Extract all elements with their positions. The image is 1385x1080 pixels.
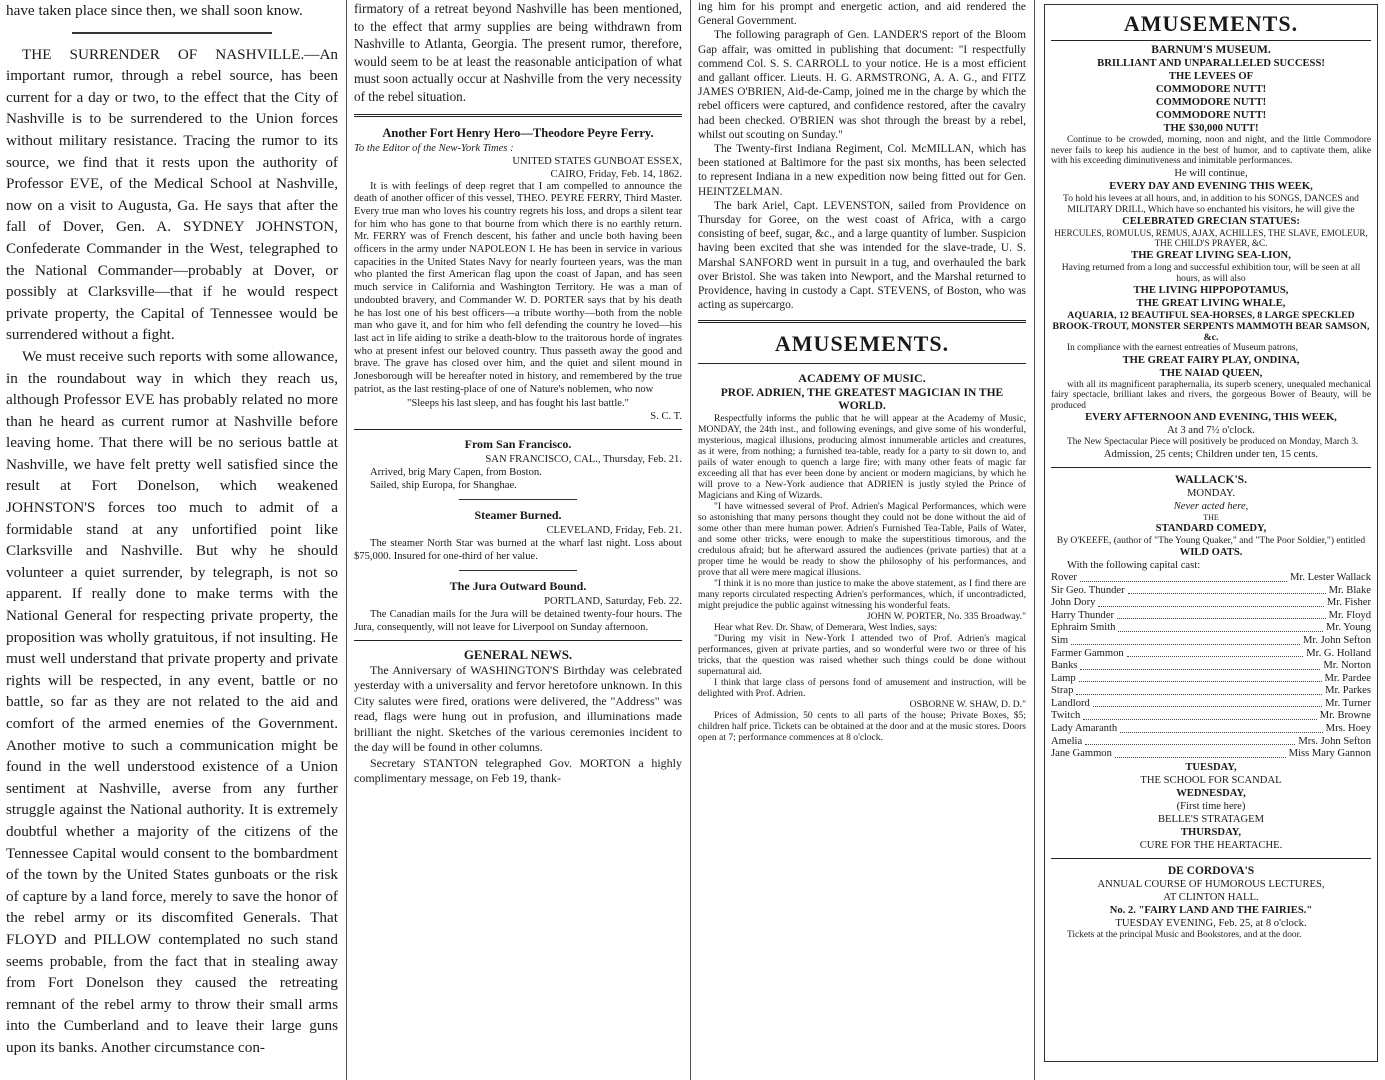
cordova-tickets: Tickets at the principal Music and Bookstores, and at the door.	[1067, 929, 1302, 940]
cast-role: Sir Geo. Thunder	[1051, 584, 1125, 596]
sf-headline: From San Francisco.	[464, 436, 572, 451]
cast-row	[1051, 748, 1371, 761]
barnum-para-5: with all its magnificent paraphernalia, its superb scenery, unequaled mechanical fairy spectacle, brilliant lakes and rivers, the gorgeous Bower of Beauty, will be produced	[1051, 379, 1371, 411]
column-4	[1040, 0, 1382, 1080]
cast-actor: Mr. G. Holland	[1306, 647, 1371, 659]
hero-quote: "Sleeps his last sleep, and has fought his last battle."	[407, 397, 629, 409]
hero-body: It is with feelings of deep regret that I am compelled to announce the death of another officer of this vessel, THEO. PEYRE FERRY, Third Master. Every true man who loves his country regrets his loss, and drops a silent tear for him who has gone to that bourne from which there is no earthly return. Mr. FERRY was of French descent, his father and uncle both having been officers in the army under NAPOLEON I. He has been in service in various capacities in the United States Navy for nearly fourteen years, was the man who planted the first American flag upon the coast of Japan, and has seen much service in California and Washington Territory. He was a man of undoubted bravery, and Commander W. D. PORTER says that by his death he has lost one of his best officers—a tribute worthy—both from the noble man who gave it, and for him who fell defending the country he loved—his last act in life aiding to strike a death-blow to the traitorous horde of ingrates who at present infest our beloved country. Thus passeth away the good and brave. The grave has closed over him, and the quiet and silent mound in Jonesborough will be hereafter noted in history, and remembered by the true patriot, as the last resting-place of one of Nature's noblemen, who now	[354, 180, 682, 395]
cast-actor: Mr. Lester Wallack	[1289, 571, 1371, 583]
cast-row	[1051, 635, 1371, 648]
cast-actor: Miss Mary Gannon	[1288, 748, 1371, 760]
cast-list	[1051, 572, 1371, 761]
column-1	[0, 0, 344, 1080]
cast-actor: Mr. Young	[1325, 622, 1371, 634]
wallack-never: Never acted here,	[1173, 500, 1249, 512]
barnum-fairy-play: THE GREAT FAIRY PLAY, ONDINA,	[1122, 354, 1300, 366]
cast-role: Amelia	[1051, 735, 1083, 747]
divider	[459, 570, 577, 571]
academy-heading: ACADEMY OF MUSIC.	[798, 371, 926, 386]
barnum-continue: He will continue,	[1174, 167, 1248, 179]
divider	[698, 320, 1026, 323]
burn-headline: Steamer Burned.	[474, 507, 562, 522]
cast-role: Strap	[1051, 685, 1074, 697]
nutt-line-2: COMMODORE NUTT!	[1155, 97, 1267, 108]
shaw-intro: Hear what Rev. Dr. Shaw, of Demerara, West Indies, says:	[714, 622, 938, 634]
cast-actor: Mr. Norton	[1323, 660, 1371, 672]
divider	[459, 499, 577, 500]
divider	[354, 429, 682, 430]
divider	[354, 640, 682, 641]
cast-actor: Mrs. Hoey	[1325, 723, 1371, 735]
cast-role: Farmer Gammon	[1051, 647, 1124, 659]
wallack-heading: WALLACK'S.	[1175, 473, 1247, 486]
sf-sailed: Sailed, ship Europa, for Shanghae.	[370, 479, 517, 491]
cast-row	[1051, 610, 1371, 623]
jura-body: The Canadian mails for the Jura will be detained twenty-four hours. The Jura, consequently, will not leave for Liverpool on Sunday afternoon.	[354, 608, 682, 633]
column-3	[692, 0, 1032, 1080]
cast-actor: Mr. Turner	[1325, 697, 1371, 709]
barnum-grecian: CELEBRATED GRECIAN STATUES:	[1122, 215, 1300, 227]
wallack-wednesday: WEDNESDAY,	[1176, 787, 1246, 799]
cast-row	[1051, 710, 1371, 723]
cordova-clinton: AT CLINTON HALL.	[1163, 891, 1259, 903]
adrien-para-1: Respectfully informs the public that he will appear at the Academy of Music, MONDAY, the 24th inst., and following evenings, and give some of his wonderful, mysterious, magical illusions, producing almost innumerable articles and creatures, as it were, from nothing; a furnished tea-table, ready for a party to sit down to, and pails of water enough to quench a large fire; with many other feats of magic far exceeding all that has ever been done by ancient or modern magicians, by which he will prove to a New-York audience that ADRIEN is justly styled the Prince of Magicians and King of Wizards.	[698, 413, 1026, 502]
cordova-heading: DE CORDOVA'S	[1167, 864, 1255, 877]
nutt-line-3: COMMODORE NUTT!	[1155, 110, 1267, 121]
cast-role: Landlord	[1051, 697, 1090, 709]
divider	[698, 363, 1026, 364]
cast-role: Lady Amaranth	[1051, 723, 1118, 735]
ariel-para: The bark Ariel, Capt. LEVENSTON, sailed from Providence on Thursday for Goree, on the west coast of Africa, with a cargo consisting of beef, sugar, &c., and a large quantity of lumber. Suspicion having been excited that she was intended for the slave-trade, U. S. Marshal SANFORD went in pursuit in a tug, and overhauled the bark over Bristol. She was taken into Newport, and the Marshal returned to Providence, having in custody a Capt. STEVENS, of Boston, who was acting as supercargo.	[698, 199, 1026, 312]
barnum-hippo: THE LIVING HIPPOPOTAMUS,	[1133, 284, 1289, 296]
adrien-para-2: "I have witnessed several of Prof. Adrien's Magical Performances, which were so astonishing that many persons thought they could not be done without the aid of some other than mere human power. Adrien's Furnished Tea-Table, Pails of Water, and some other tricks, were enough to make the superstitious timorous, and the credulous afraid; but he afterward assured the audiences (private parties) that at a proper time he would be ready to show the philosophy of his performances, and prove that all were mere magical illusions.	[698, 501, 1026, 579]
cast-row	[1051, 698, 1371, 711]
admission-prices: Prices of Admission, 50 cents to all parts of the house; Private Boxes, $5; children half price. Tickets can be obtained at the door and at the music stores. Doors open at 7; performance commences at 8 o'clock.	[698, 710, 1026, 744]
divider	[1051, 858, 1371, 859]
wallack-monday: MONDAY.	[1187, 487, 1235, 499]
cast-role: Lamp	[1051, 672, 1076, 684]
barnum-statues: HERCULES, ROMULUS, REMUS, AJAX, ACHILLES, THE SLAVE, EMOLEUR, THE CHILD'S PRAYER, &C.	[1054, 227, 1368, 249]
cast-role: Rover	[1051, 571, 1077, 583]
cast-row	[1051, 622, 1371, 635]
barnum-aquaria: AQUARIA, 12 BEAUTIFUL SEA-HORSES, 8 LARGE SPECKLED BROOK-TROUT, MONSTER SERPENTS MAMMOTH BEAR SAMSON, &c.	[1052, 309, 1370, 343]
intro-text: have taken place since then, we shall soon know.	[6, 2, 303, 19]
indiana-para: The Twenty-first Indiana Regiment, Col. McMILLAN, which has been stationed at Baltimore for the past six months, has been selected to represent Indiana in a new expedition now being fitted out for Gen. HEINTZELMAN.	[698, 143, 1026, 198]
hero-dateline-1: UNITED STATES GUNBOAT ESSEX,	[512, 155, 682, 167]
barnum-para-4: In compliance with the earnest entreaties of Museum patrons,	[1067, 342, 1298, 353]
cast-row	[1051, 673, 1371, 686]
cast-role: Sim	[1051, 634, 1069, 646]
general-news-para-2: Secretary STANTON telegraphed Gov. MORTON a highly complimentary message, on Feb 19, thank-	[354, 755, 682, 786]
morton-text: ing him for his prompt and energetic action, and aid rendered the General Government.	[698, 1, 1026, 28]
hero-to-editor: To the Editor of the New-York Times :	[354, 142, 514, 154]
wallack-standard: STANDARD COMEDY,	[1155, 522, 1267, 534]
cast-row	[1051, 685, 1371, 698]
cast-role: Banks	[1051, 660, 1078, 672]
barnum-every-day: EVERY DAY AND EVENING THIS WEEK,	[1109, 180, 1313, 192]
cordova-tuesday-evening: TUESDAY EVENING, Feb. 25, at 8 o'clock.	[1115, 917, 1307, 929]
barnum-naiad: THE NAIAD QUEEN,	[1159, 367, 1263, 379]
wallack-belles: BELLE'S STRATAGEM	[1157, 813, 1265, 825]
general-news-headline: GENERAL NEWS.	[463, 646, 573, 662]
barnum-heading: BARNUM'S MUSEUM.	[1151, 44, 1271, 56]
hero-dateline-2: CAIRO, Friday, Feb. 14, 1862.	[550, 168, 682, 180]
wallack-thursday: THURSDAY,	[1180, 826, 1242, 838]
cordova-annual: ANNUAL COURSE OF HUMOROUS LECTURES,	[1097, 878, 1325, 890]
wallack-first-time: (First time here)	[1176, 800, 1246, 812]
hero-headline: Another Fort Henry Hero—Theodore Peyre Ferry.	[382, 125, 654, 140]
cordova-no2: No. 2. "FAIRY LAND AND THE FAIRIES."	[1109, 904, 1313, 916]
barnum-levees: THE LEVEES OF	[1168, 71, 1254, 82]
barnum-every-afternoon: EVERY AFTERNOON AND EVENING, THIS WEEK,	[1085, 412, 1337, 424]
retreat-text: firmatory of a retreat beyond Nashville has been mentioned, to the effect that army supplies are being withdrawn from Nashville to Atlanta, Georgia. The present rumor, therefore, would seem to be at least the reasonable anticipation of what must soon actually occur at Nashville from the very necessity of the rebel situation.	[354, 1, 682, 104]
divider	[1051, 467, 1371, 468]
barnum-new-piece: The New Spectacular Piece will positively be produced on Monday, March 3.	[1067, 437, 1359, 448]
burn-body: The steamer North Star was burned at the wharf last night. Loss about $75,000. Insured for one-third of her value.	[354, 537, 682, 562]
cast-role: Ephraim Smith	[1051, 622, 1116, 634]
wallack-tuesday: TUESDAY,	[1185, 761, 1237, 773]
shaw-quote-2: I think that large class of persons fond of amusement and instruction, will be delighted with Prof. Adrien.	[698, 677, 1026, 700]
cast-row	[1051, 648, 1371, 661]
wallack-heartache: CURE FOR THE HEARTACHE.	[1139, 839, 1283, 851]
cast-actor: Mr. Fisher	[1326, 597, 1371, 609]
nashville-para-1: THE SURRENDER OF NASHVILLE.—An important rumor, through a rebel source, has been current for a day or two, to the effect that the City of Nashville is to be surrendered to the Union forces without military resistance. Tracing the rumor to its source, we find that it rests upon the authority of Professor EVE, of the Medical School at Nashville, now on a visit to Augusta, Ga. He says that after the fall of Dover, Gen. A. SYDNEY JOHNSTON, Confederate Commander in the West, telegraphed to the National Commander—probably at Dover, or possibly at Clarksville—that if he would respect private property, the Capital of Tennessee would be surrendered without a fight.	[6, 45, 338, 344]
barnum-para-2: To hold his levees at all hours, and, in addition to his SONGS, DANCES and MILITARY DRILL, Which have so enchanted his visitors, he will give the	[1063, 192, 1359, 215]
divider	[1051, 40, 1371, 41]
barnum-admission: Admission, 25 cents; Children under ten, 15 cents.	[1103, 448, 1319, 460]
wallack-the: THE	[1203, 512, 1219, 522]
cast-row	[1051, 572, 1371, 585]
wallack-wild-oats: WILD OATS.	[1179, 546, 1243, 558]
wallack-cast-intro: With the following capital cast:	[1067, 559, 1201, 571]
nutt-line-1: COMMODORE NUTT!	[1155, 84, 1267, 95]
divider	[354, 114, 682, 117]
sf-dateline: SAN FRANCISCO, CAL., Thursday, Feb. 21.	[485, 453, 682, 465]
cast-actor: Mr. Blake	[1328, 584, 1371, 596]
cast-row	[1051, 723, 1371, 736]
cast-role: Jane Gammon	[1051, 748, 1112, 760]
amusements-heading: AMUSEMENTS.	[1123, 11, 1299, 36]
cast-row	[1051, 660, 1371, 673]
barnum-times: At 3 and 7½ o'clock.	[1167, 425, 1255, 437]
amusements-heading: AMUSEMENTS.	[774, 331, 950, 357]
lander-para: The following paragraph of Gen. LANDER'S report of the Bloom Gap affair, was omitted in publishing that document: "I respectfully commend Col. S. S. CARROLL to your notice. He is a most efficient and gallant officer. Lieuts. H. G. ARMSTRONG, A. A. G., and FITZ JAMES O'BRIEN, Aid-de-Camp, joined me in the charge by which the rebel officers were captured, and confidence restored, after the cavalry had been checked. O'BRIEN was shot through the breast by a rebel, whilst out scouting on Sunday."	[698, 29, 1026, 141]
jura-dateline: PORTLAND, Saturday, Feb. 22.	[544, 595, 682, 607]
burn-dateline: CLEVELAND, Friday, Feb. 21.	[546, 524, 682, 536]
cast-role: John Dory	[1051, 597, 1096, 609]
column-rule	[690, 0, 691, 1080]
barnum-sealion: THE GREAT LIVING SEA-LION,	[1131, 249, 1291, 261]
divider	[72, 32, 271, 34]
cast-actor: Mr. Browne	[1319, 710, 1371, 722]
barnum-whale: THE GREAT LIVING WHALE,	[1136, 297, 1286, 309]
barnum-success: BRILLIANT AND UNPARALLELED SUCCESS!	[1097, 58, 1325, 69]
shaw-signature: OSBORNE W. SHAW, D. D."	[909, 699, 1026, 711]
general-news-para-1: The Anniversary of WASHINGTON'S Birthday was celebrated yesterday with a universality and fervor heretofore unknown. In this City salutes were fired, orations were delivered, the "Address" was read, flags were hung out in profusion, and illuminations made brilliant the night. Sketches of the various ceremonies incident to the day will be found in other columns.	[354, 662, 682, 755]
column-rule	[1034, 0, 1035, 1080]
cast-actor: Mrs. John Sefton	[1298, 735, 1371, 747]
hero-signature: S. C. T.	[650, 410, 682, 422]
column-2	[348, 0, 688, 1080]
amusements-box	[1044, 4, 1378, 1062]
cast-role: Harry Thunder	[1051, 609, 1115, 621]
cast-actor: Mr. John Sefton	[1303, 634, 1371, 646]
cast-role: Twitch	[1051, 710, 1081, 722]
nutt-line-4: THE $30,000 NUTT!	[1163, 123, 1259, 134]
cast-row	[1051, 597, 1371, 610]
cast-actor: Mr. Parkes	[1325, 685, 1371, 697]
cast-row	[1051, 736, 1371, 749]
sf-arrived: Arrived, brig Mary Capen, from Boston.	[370, 466, 542, 478]
nashville-para-2: We must receive such reports with some allowance, in the roundabout way in which they reach us, although Professor EVE has probably related no more than he heard as current rumor at Nashville before leaving home. That there will be no serious battle at Nashville, we have felt pretty well satisfied since the result at Fort Donelson, which weakened JOHNSTON'S forces too much to admit of a formidable stand at any unfortified point like Clarksville and Nashville. But why he should volunteer a quiet surrender, by telegraph, is not so apparent. If really done to make terms with the National General for respecting private property, the proposition was wholly gratuitous, if not insulting. He must well understand that private property and private rights will be respected, in any event, battle or no battle, so far as they are not related to the aid and comfort of the armed enemies of the Government. Another motive to such a communication might be found in the well understood existence of a Union sentiment at Nashville, averse from any further struggle against the National authority. It is extremely doubtful whether a majority of the citizens of the Tennessee Capital would consent to the bombardment of the town by the United States gunboats or the risk of capture by a land force, merely to save the honor of the rebel army or its discomfited Generals. That FLOYD and PILLOW contemplated no such stand seems probable, from the fact that in stealing away from Fort Donelson they caused the retreating remnant of the rebel army to throw their small arms into the Cumberland and to leave their large guns upon its banks. Another circumstance con-	[6, 347, 338, 1056]
porter-signature: JOHN W. PORTER, No. 335 Broadway."	[866, 611, 1026, 623]
cast-actor: Mr. Pardee	[1324, 672, 1371, 684]
barnum-para-1: Continue to be crowded, morning, noon and night, and the little Commodore never fails to keep his audience in the best of humor, and to captivate them, alike with his exceeding diminutiveness and inimitable performances.	[1051, 135, 1371, 167]
column-rule	[346, 0, 347, 1080]
adrien-heading: PROF. ADRIEN, THE GREATEST MAGICIAN IN THE WORLD.	[720, 387, 1004, 413]
adrien-para-3: "I think it is no more than justice to make the above statement, as I find there are many reports circulated respecting Adrien's performances, which, if uncontradicted, might prejudice the public against witnessing his wonderful feats.	[698, 578, 1026, 612]
shaw-quote: "During my visit in New-York I attended two of Prof. Adrien's magical performances, given at private parties, and so wonderful were two or three of his tricks, that the question was raised whether such things could be done without supernatural aid.	[698, 633, 1026, 678]
wallack-scandal: THE SCHOOL FOR SCANDAL	[1140, 774, 1282, 786]
cast-row	[1051, 585, 1371, 598]
wallack-okeefe: By O'KEEFE, (author of "The Young Quaker," and "The Poor Soldier,") entitled	[1056, 534, 1366, 546]
barnum-para-3: Having returned from a long and successful exhibition tour, will be seen at all hours, as will also	[1061, 261, 1361, 284]
cast-actor: Mr. Floyd	[1328, 609, 1371, 621]
jura-headline: The Jura Outward Bound.	[449, 578, 587, 593]
